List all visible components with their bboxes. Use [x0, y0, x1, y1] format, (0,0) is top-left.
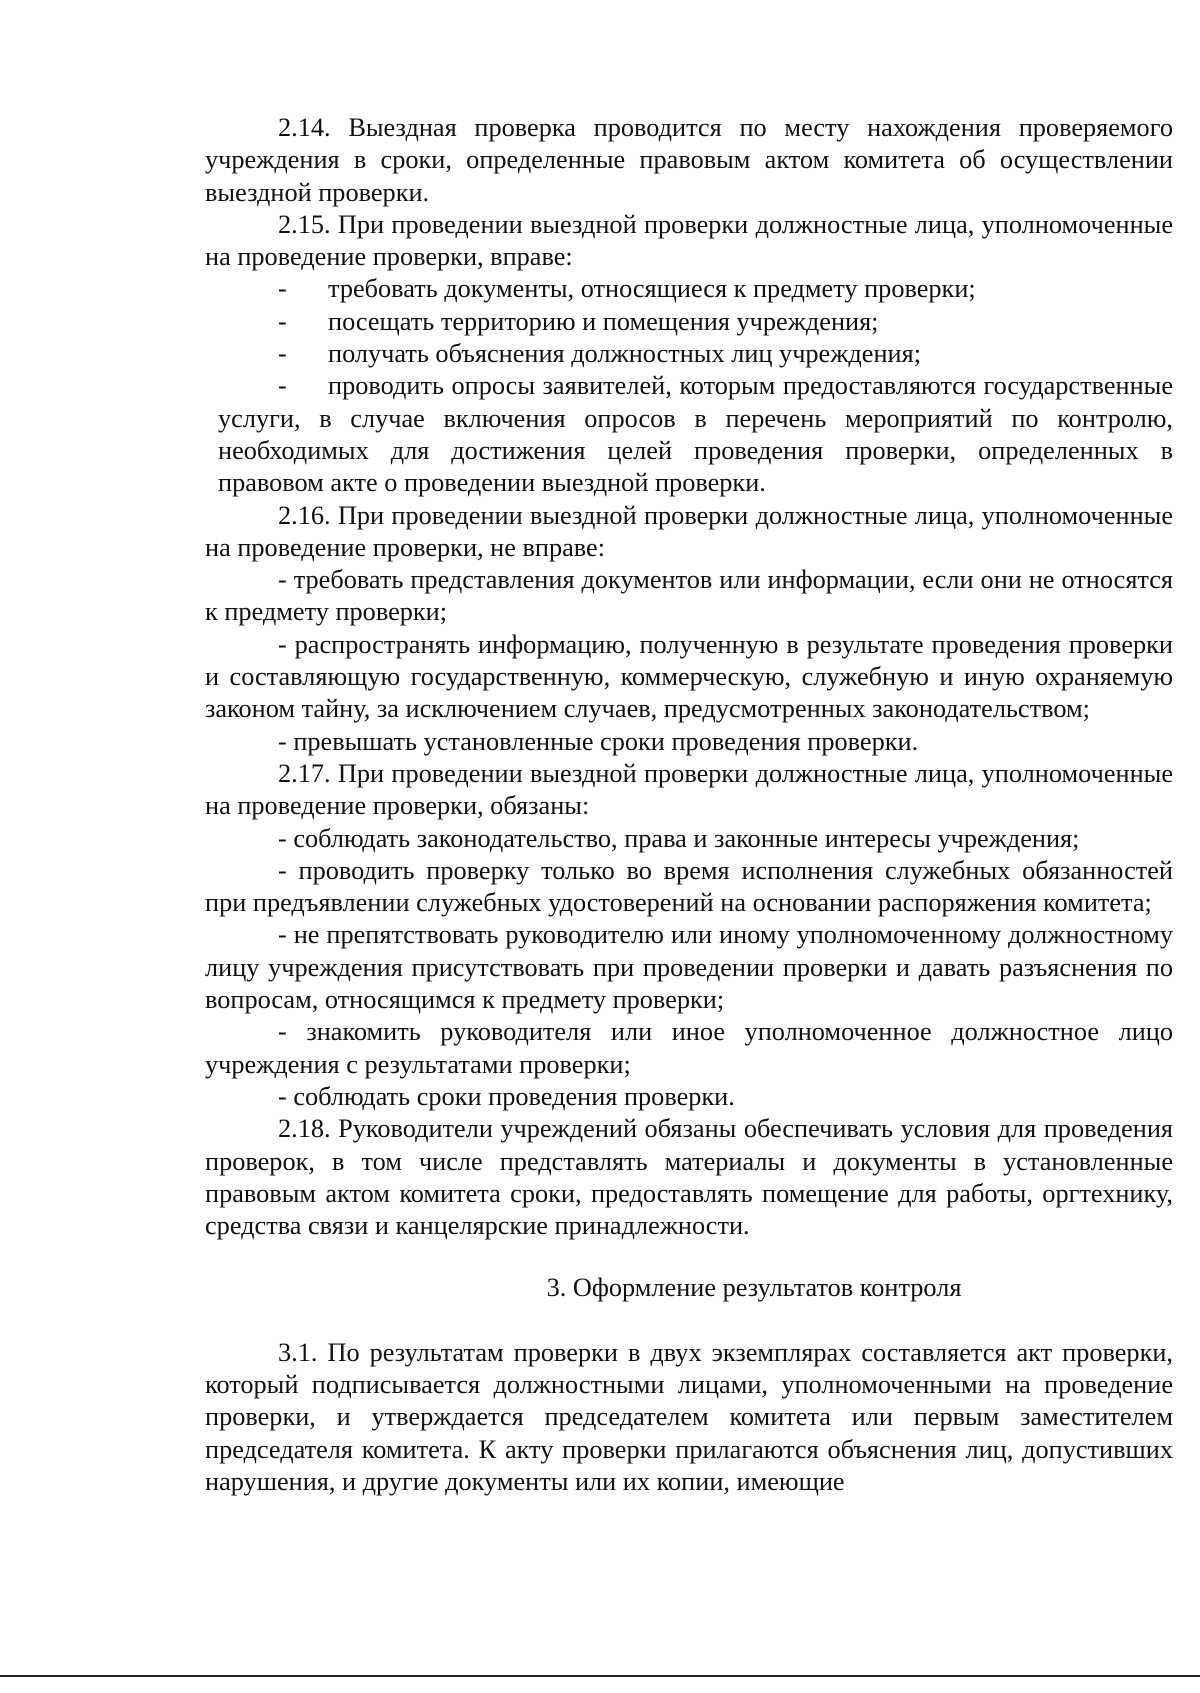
paragraph-2-14: 2.14. Выездная проверка проводится по месту нахождения проверяемого учреждения в сроки, определенные правовым актом комитета об осуществлении выездной проверки.	[205, 113, 1173, 207]
list-item: - не препятствовать руководителю или иному уполномоченному должностному лицу учреждения присутствовать при проведении проверки и давать разъяснения по вопросам, относящимся к предмету проверки;	[205, 920, 1173, 1015]
list-item: - превышать установленные сроки проведения проверки.	[278, 726, 919, 756]
paragraph-2-15: 2.15. При проведении выездной проверки должностные лица, уполномоченные на проведение проверки, вправе:	[205, 209, 1173, 272]
footer-divider	[0, 1675, 1200, 1677]
list-item-text: получать объяснения должностных лиц учреждения;	[328, 339, 922, 369]
list-item: - знакомить руководителя или иное уполномоченное должностное лицо учреждения с результатами проверки;	[205, 1017, 1173, 1079]
list-item	[205, 370, 1173, 499]
paragraph-2-16: 2.16. При проведении выездной проверки должностные лица, уполномоченные на проведение проверки, не вправе:	[205, 500, 1173, 562]
list-bullet: -	[278, 306, 287, 336]
list-item: - проводить проверку только во время исполнения служебных обязанностей при предъявлении служебных удостоверений на основании распоряжения комитета;	[205, 855, 1173, 918]
list-item: - соблюдать сроки проведения проверки.	[278, 1081, 735, 1111]
list-item-text: требовать документы, относящиеся к предмету проверки;	[328, 274, 976, 304]
list-item: - распространять информацию, полученную в результате проведения проверки и составляющую государственную, коммерческую, служебную и иную охраняемую законом тайну, за исключением случаев, предусмотренных законодательством;	[205, 629, 1173, 724]
list-item: - требовать представления документов или информации, если они не относятся к предмету проверки;	[205, 565, 1173, 627]
document-page	[205, 112, 1173, 1498]
paragraph-2-18: 2.18. Руководители учреждений обязаны обеспечивать условия для проведения проверок, в том числе представлять материалы и документы в установленные правовым актом комитета сроки, предоставлять помещение для работы, оргтехнику, средства связи и канцелярские принадлежности.	[205, 1114, 1173, 1241]
paragraph-2-17: 2.17. При проведении выездной проверки должностные лица, уполномоченные на проведение проверки, обязаны:	[205, 758, 1173, 821]
list-bullet: -	[278, 339, 287, 369]
list-item: - соблюдать законодательство, права и законные интересы учреждения;	[278, 823, 1080, 853]
list-bullet: -	[278, 371, 287, 401]
section-heading: 3. Оформление результатов контроля	[546, 1273, 962, 1303]
list-item	[205, 338, 1173, 370]
list-bullet: -	[278, 274, 287, 304]
list-item-text: посещать территорию и помещения учреждения;	[328, 306, 879, 336]
paragraph-3-1: 3.1. По результатам проверки в двух экземплярах составляется акт проверки, который подписывается должностными лицами, уполномоченными на проведение проверки, и утверждается председателем комитета или первым заместителем председателя комитета. К акту проверки прилагаются объяснения лиц, допустивших нарушения, и другие документы или их копии, имеющие	[205, 1337, 1173, 1496]
list-item	[205, 273, 1173, 305]
list-item	[205, 306, 1173, 338]
list-item-text: проводить опросы заявителей, которым предоставляются государственные услуги, в случае включения опросов в перечень мероприятий по контролю, необходимых для достижения целей проведения проверки, определенных в правовом акте о проведении выездной проверки.	[218, 371, 1173, 498]
